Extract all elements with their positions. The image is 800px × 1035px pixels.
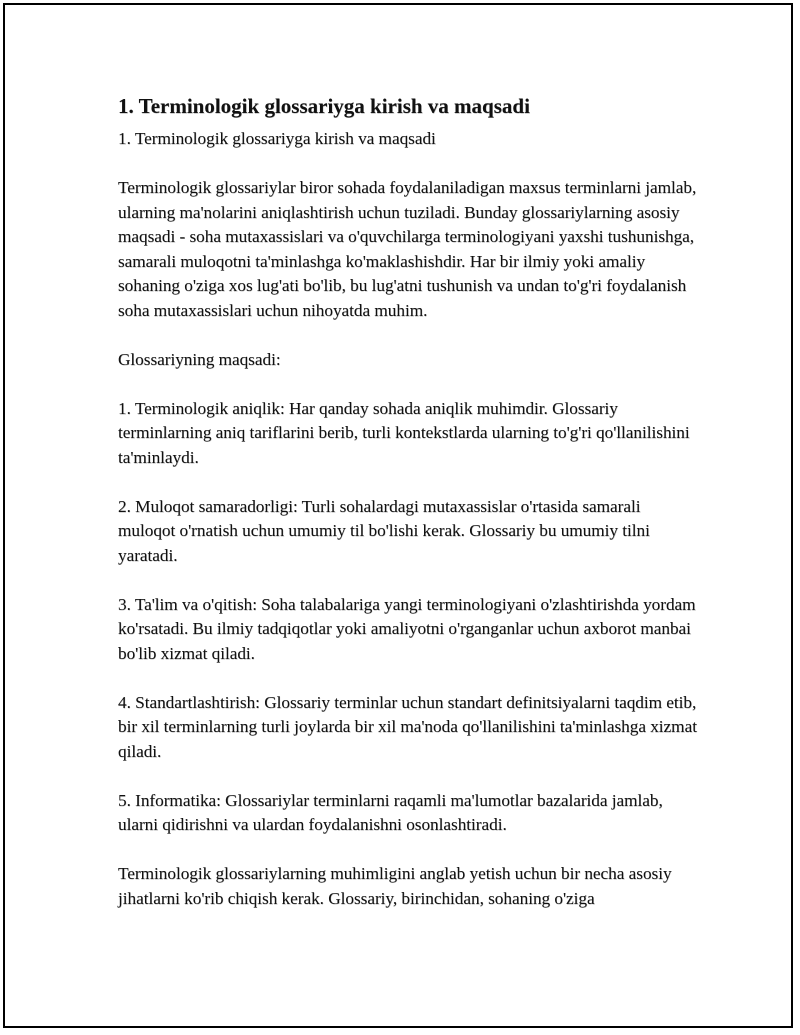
paragraph-goals-title: Glossariyning maqsadi: bbox=[118, 349, 281, 369]
document-body bbox=[118, 92, 698, 936]
paragraph-intro: Terminologik glossariylar biror sohada foydalaniladigan maxsus terminlarni jamlab, ularning ma'nolarini aniqlashtirish uchun tuziladi. Bunday glossariylarning asosiy maqsadi - soha mutaxassislari va o'quvchilarga terminologiyani yaxshi tushunishga, samarali muloqotni ta'minlashga ko'maklashishdir. Har bir ilmiy yoki amaliy sohaning o'ziga xos lug'ati bo'lib, bu lug'atni tushunish va undan to'g'ri foydalanish soha mutaxassislari uchun nihoyatda muhim. bbox=[118, 178, 697, 320]
list-item-education: 3. Ta'lim va o'qitish: Soha talabalariga yangi terminologiyani o'zlashtirishda yordam ko'rsatadi. Bu ilmiy tadqiqotlar yoki amaliyotni o'rganganlar uchun axborot manbai bo'lib xizmat qiladi. bbox=[118, 594, 696, 663]
list-item-informatics: 5. Informatika: Glossariylar terminlarni raqamli ma'lumotlar bazalarida jamlab, ularni qidirishni va ulardan foydalanishni osonlashtiradi. bbox=[118, 790, 663, 834]
paragraph-conclusion: Terminologik glossariylarning muhimligini anglab yetish uchun bir necha asosiy jihatlarni ko'rib chiqish kerak. Glossariy, birinchidan, sohaning o'ziga bbox=[118, 864, 672, 908]
paragraph-subtitle: 1. Terminologik glossariyga kirish va maqsadi bbox=[118, 129, 436, 148]
list-item-terminological-accuracy: 1. Terminologik aniqlik: Har qanday sohada aniqlik muhimdir. Glossariy terminlarning aniq tariflarini berib, turli kontekstlarda ularning to'g'ri qo'llanilishini ta'minlaydi. bbox=[118, 398, 690, 467]
list-item-communication-efficiency: 2. Muloqot samaradorligi: Turli sohalardagi mutaxassislar o'rtasida samarali muloqot o'rnatish uchun umumiy til bo'lishi kerak. Glossariy bu umumiy tilni yaratadi. bbox=[118, 496, 650, 565]
document-heading: 1. Terminologik glossariyga kirish va maqsadi bbox=[118, 94, 530, 118]
list-item-standardization: 4. Standartlashtirish: Glossariy terminlar uchun standart definitsiyalarni taqdim etib, bir xil terminlarning turli joylarda bir xil ma'noda qo'llanilishini ta'minlashga xizmat qiladi. bbox=[118, 692, 697, 761]
